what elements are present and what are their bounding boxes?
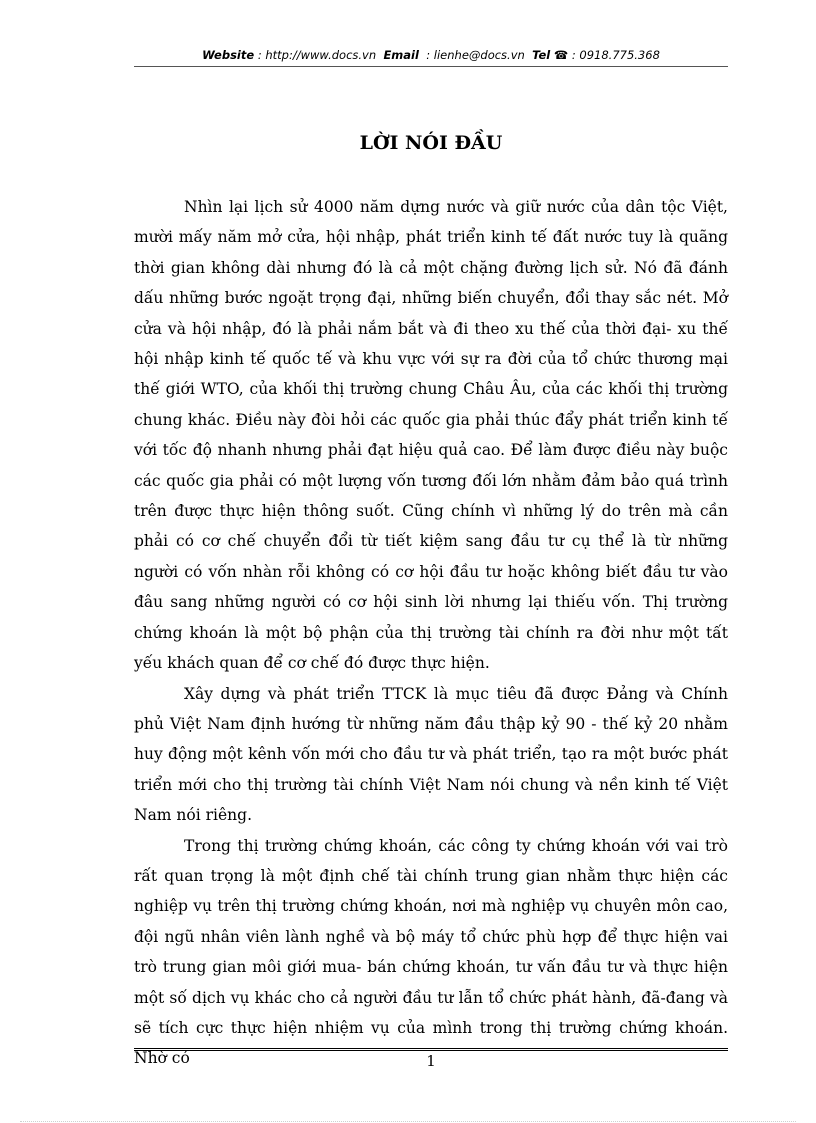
page-header xyxy=(134,48,728,62)
paragraph: Xây dựng và phát triển TTCK là mục tiêu đã được Đảng và Chính phủ Việt Nam định hướng từ những năm đầu thập kỷ 90 - thế kỷ 20 nhằm huy động một kênh vốn mới cho đầu tư và phát triển, tạo ra một bước phát triển mới cho thị trường tài chính Việt Nam nói chung và nền kinh tế Việt Nam nói riêng. xyxy=(134,684,728,825)
document-body xyxy=(134,192,728,1074)
page-bottom-edge xyxy=(20,1121,796,1122)
phone-icon: ☎ xyxy=(553,48,569,62)
tel-label: Tel xyxy=(532,48,551,62)
website-label: Website xyxy=(202,48,255,62)
header-divider xyxy=(134,66,728,67)
document-title: LỜI NÓI ĐẦU xyxy=(359,132,503,154)
website-value: : http://www.docs.vn xyxy=(257,48,377,62)
paragraph: Trong thị trường chứng khoán, các công ty chứng khoán với vai trò rất quan trọng là một định chế tài chính trung gian nhằm thực hiện các nghiệp vụ trên thị trường chứng khoán, nơi mà nghiệp vụ chuyên môn cao, đội ngũ nhân viên lành nghề và bộ máy tổ chức phù hợp để thực hiện vai trò trung gian môi giới mua- bán chứng khoán, tư vấn đầu tư và thực hiện một số dịch vụ khác cho cả người đầu tư lẫn tổ chức phát hành, đã-đang và sẽ tích cực thực hiện nhiệm vụ của mình trong thị trường chứng khoán. Nhờ có xyxy=(134,836,728,1068)
email-label: Email xyxy=(383,48,419,62)
tel-value: : 0918.775.368 xyxy=(571,48,660,62)
email-value: : lienhe@docs.vn xyxy=(426,48,525,62)
paragraph: Nhìn lại lịch sử 4000 năm dựng nước và giữ nước của dân tộc Việt, mười mấy năm mở cửa, hội nhập, phát triển kinh tế đất nước tuy là quãng thời gian không dài nhưng đó là cả một chặng đường lịch sử. Nó đã đánh dấu những bước ngoặt trọng đại, những biến chuyển, đổi thay sắc nét. Mở cửa và hội nhập, đó là phải nắm bắt và đi theo xu thế của thời đại- xu thế hội nhập kinh tế quốc tế và khu vực với sự ra đời của tổ chức thương mại thế giới WTO, của khối thị trường chung Châu Âu, của các khối thị trường chung khác. Điều này đòi hỏi các quốc gia phải thúc đẩy phát triển kinh tế với tốc độ nhanh nhưng phải đạt hiệu quả cao. Để làm được điều này buộc các quốc gia phải có một lượng vốn tương đối lớn nhằm đảm bảo quá trình trên được thực hiện thông suốt. Cũng chính vì những lý do trên mà cần phải có cơ chế chuyển đổi từ tiết kiệm sang đầu tư cụ thể là từ những người có vốn nhàn rỗi không có cơ hội đầu tư hoặc không biết đầu tư vào đâu sang những người có cơ hội sinh lời nhưng lại thiếu vốn. Thị trường chứng khoán là một bộ phận của thị trường tài chính ra đời như một tất yếu khách quan để cơ chế đó được thực hiện. xyxy=(134,198,728,673)
page-number: 1 xyxy=(426,1052,436,1070)
